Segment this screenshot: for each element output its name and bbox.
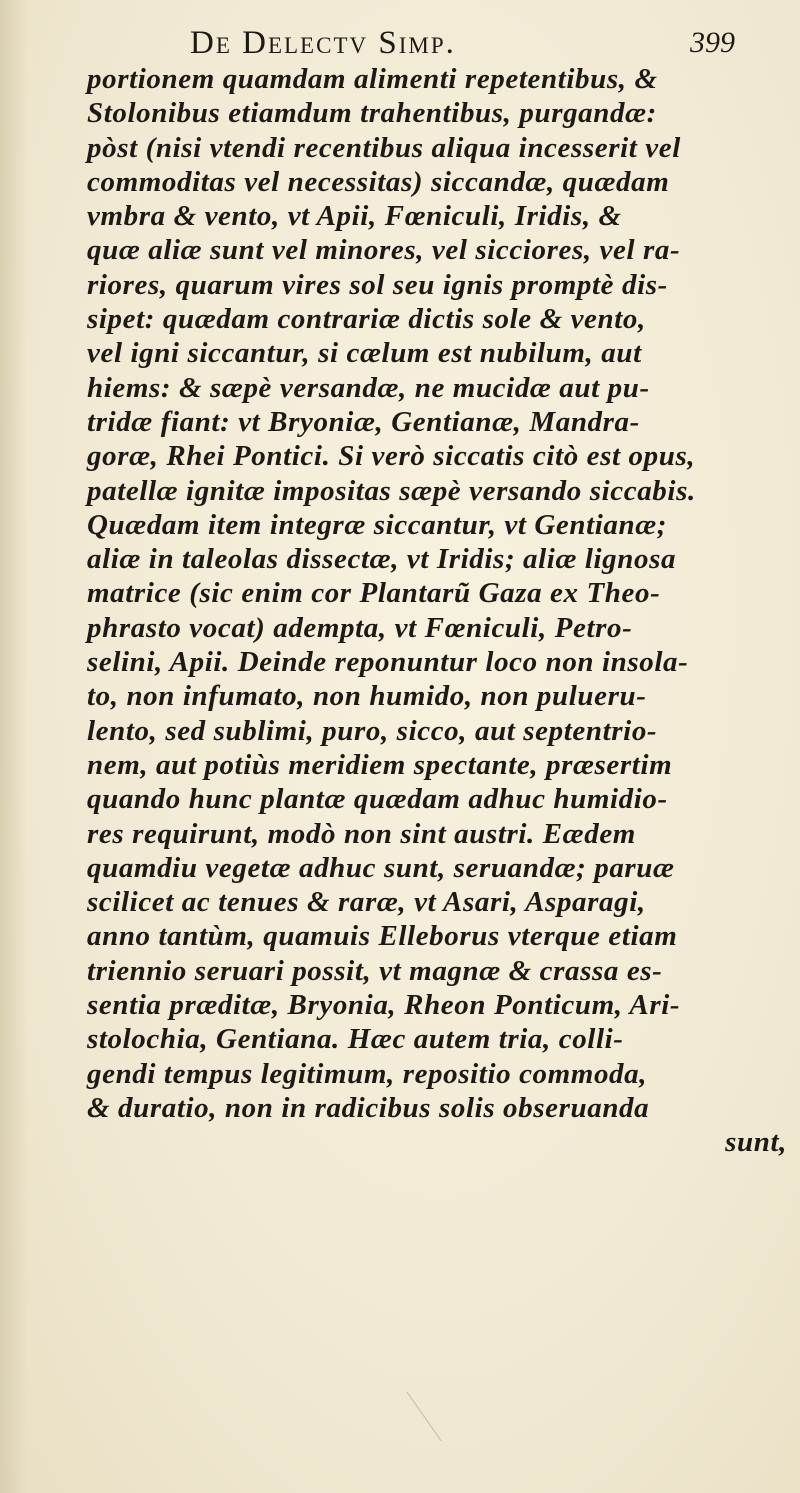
text-line: selini, Apii. Deinde reponuntur loco non insola- xyxy=(87,646,689,679)
text-line: sipet: quædam contrariæ dictis sole & vento, xyxy=(87,303,646,336)
text-line: phrasto vocat) adempta, vt Fœniculi, Petro- xyxy=(87,611,633,644)
text-line: portionem quamdam alimenti repetentibus, & xyxy=(87,63,658,95)
text-line: riores, quarum vires sol seu ignis promptè dis- xyxy=(87,268,668,301)
text-line: anno tantùm, quamuis Elleborus vterque etiam xyxy=(87,920,678,953)
running-head xyxy=(95,22,735,64)
text-line: triennio seruari possit, vt magnæ & crassa es- xyxy=(87,954,663,987)
text-line: gendi tempus legitimum, repositio commoda, xyxy=(87,1057,648,1090)
text-line: & duratio, non in radicibus solis obseruanda xyxy=(87,1091,650,1124)
text-line: Quædam item integræ siccantur, vt Gentianæ; xyxy=(87,508,668,541)
text-line: sentia præditæ, Bryonia, Rheon Ponticum, Ari- xyxy=(87,989,681,1022)
text-line: aliæ in taleolas dissectæ, vt Iridis; aliæ lignosa xyxy=(87,543,677,576)
text-line: vmbra & vento, vt Apii, Fœniculi, Iridis, & xyxy=(87,200,622,233)
text-line: to, non infumato, non humido, non pulueru- xyxy=(87,680,647,713)
text-line: res requirunt, modò non sint austri. Eædem xyxy=(87,817,636,850)
text-line: commoditas vel necessitas) siccandæ, quædam xyxy=(87,165,670,198)
text-line: vel igni siccantur, si cælum est nubilum, aut xyxy=(87,337,642,370)
text-line: nem, aut potiùs meridiem spectante, præsertim xyxy=(87,748,673,781)
text-line: scilicet ac tenues & raræ, vt Asari, Asparagi, xyxy=(87,886,646,919)
paper-mark xyxy=(407,1369,475,1442)
text-line: goræ, Rhei Pontici. Si verò siccatis citò est opus, xyxy=(87,440,696,473)
text-line: pòst (nisi vtendi recentibus aliqua incesserit vel xyxy=(87,131,681,164)
page-gutter-shadow xyxy=(0,0,28,1493)
text-line: lento, sed sublimi, puro, sicco, aut septentrio- xyxy=(87,714,658,747)
text-line: Stolonibus etiamdum trahentibus, purgandæ: xyxy=(87,97,657,130)
text-line: patellæ ignitæ impositas sæpè versando siccabis. xyxy=(87,474,696,507)
text-line: tridæ fiant: vt Bryoniæ, Gentianæ, Mandra- xyxy=(87,405,640,438)
text-line: hiems: & sæpè versandæ, ne mucidæ aut pu- xyxy=(87,371,650,404)
text-line: quamdiu vegetæ adhuc sunt, seruandæ; paruæ xyxy=(87,851,675,884)
text-line: matrice (sic enim cor Plantarũ Gaza ex Theo- xyxy=(87,577,661,610)
catchword: sunt, xyxy=(725,1126,787,1159)
body-text xyxy=(87,62,787,1160)
running-title: De Delectv Simp. xyxy=(190,25,456,61)
text-line: quæ aliæ sunt vel minores, vel sicciores, vel ra- xyxy=(87,234,681,267)
text-line: stolochia, Gentiana. Hæc autem tria, colli- xyxy=(87,1023,624,1056)
page-number: 399 xyxy=(690,26,735,59)
text-line: quando hunc plantæ quædam adhuc humidio- xyxy=(87,783,668,816)
